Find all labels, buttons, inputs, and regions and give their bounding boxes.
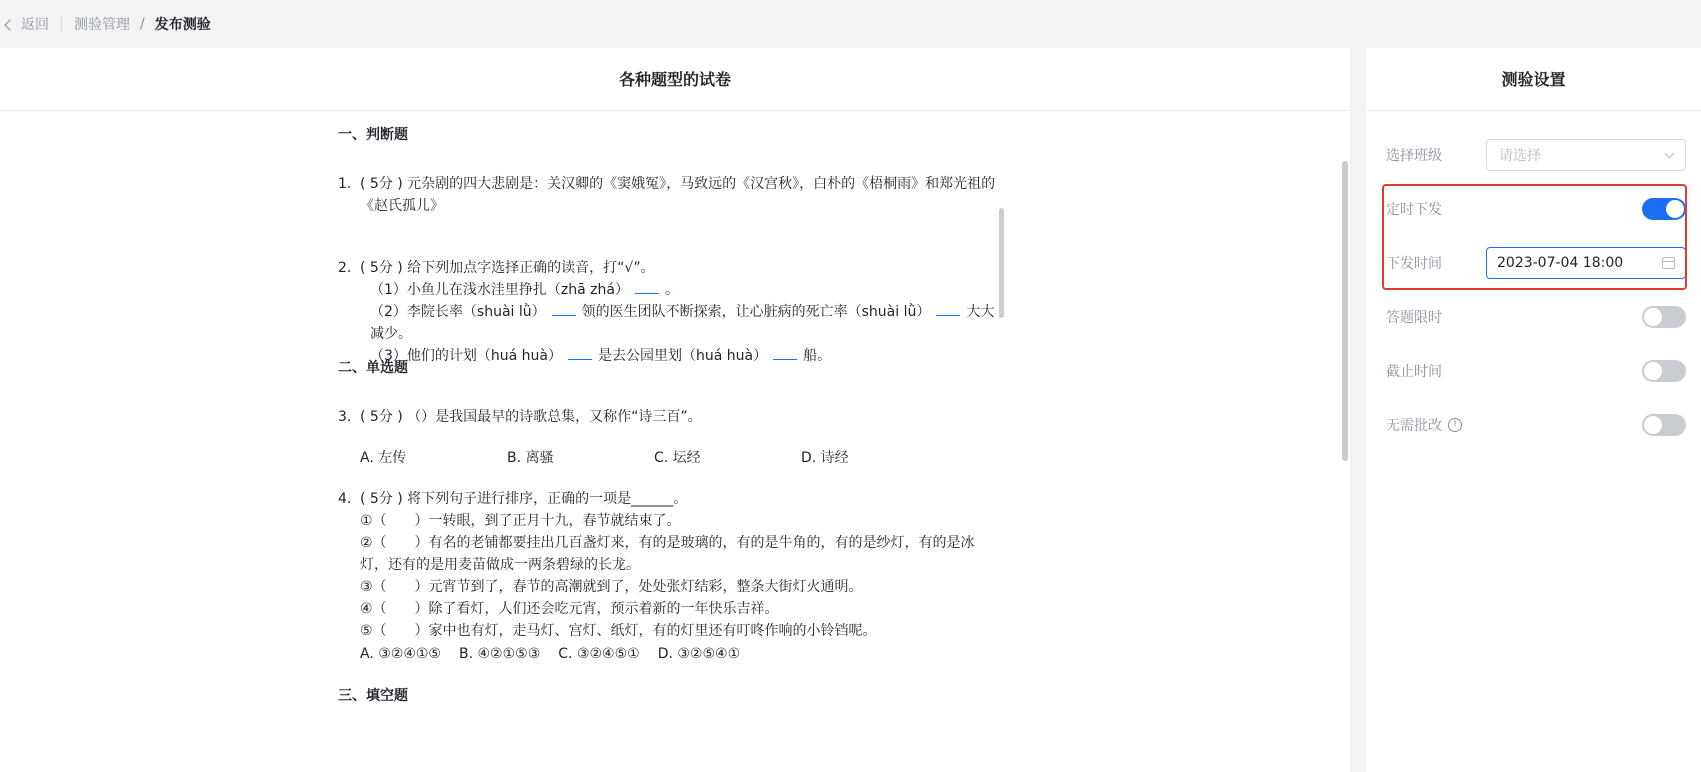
toggle-knob xyxy=(1644,416,1662,434)
chevron-left-icon xyxy=(4,19,15,30)
class-row xyxy=(1386,138,1686,172)
paper-scrollbar[interactable] xyxy=(1342,111,1348,772)
sub-question-text: （3）他们的计划（huá huà） xyxy=(370,348,563,364)
divider xyxy=(61,17,62,31)
answer-blank[interactable] xyxy=(568,346,592,360)
sentence-line: ③（ ）元宵节到了，春节的高潮就到了，处处张灯结彩，整条大街灯火通明。 xyxy=(360,579,863,595)
back-button[interactable] xyxy=(6,14,49,34)
question-1 xyxy=(338,173,998,217)
settings-panel xyxy=(1366,48,1701,772)
question-number: 2. xyxy=(338,260,352,276)
chevron-down-icon xyxy=(1665,148,1675,158)
section-title-single-choice: 二、单选题 xyxy=(338,360,408,376)
question-2 xyxy=(338,257,998,367)
question-number: 3. xyxy=(338,409,352,425)
no-grading-toggle[interactable] xyxy=(1642,414,1686,436)
section-title-judgment: 一、判断题 xyxy=(338,127,408,143)
deadline-row xyxy=(1386,354,1686,388)
breadcrumb-separator: / xyxy=(140,16,145,32)
question-text: ( 5分 ) 将下列句子进行排序，正确的一项是______。 xyxy=(360,491,688,507)
sub-question-text: （1）小鱼儿在浅水洼里挣扎（zhā zhá） xyxy=(370,282,629,298)
time-limit-row xyxy=(1386,300,1686,334)
deadline-label: 截止时间 xyxy=(1386,364,1442,380)
option-d[interactable]: D. ③②⑤④① xyxy=(657,646,741,662)
info-icon[interactable]: ! xyxy=(1448,418,1462,432)
option-b[interactable]: B. 离骚 xyxy=(507,450,554,466)
question-3-options xyxy=(360,447,948,469)
no-grading-label: 无需批改 xyxy=(1386,418,1442,434)
option-d[interactable]: D. 诗经 xyxy=(801,450,849,466)
top-bar xyxy=(0,0,1701,48)
sub-question-3 xyxy=(370,345,998,367)
timed-release-toggle[interactable] xyxy=(1642,198,1686,220)
question-number: 4. xyxy=(338,491,352,507)
question-3 xyxy=(338,406,998,428)
back-label: 返回 xyxy=(21,17,49,33)
option-c[interactable]: C. ③②④⑤① xyxy=(558,646,640,662)
paper-scrollbar-thumb[interactable] xyxy=(1342,161,1348,461)
sub-question-1 xyxy=(370,279,998,301)
answer-blank[interactable] xyxy=(936,302,960,316)
send-time-picker[interactable] xyxy=(1486,247,1686,279)
class-label: 选择班级 xyxy=(1386,148,1442,164)
option-b[interactable]: B. ④②①⑤③ xyxy=(459,646,541,662)
toggle-knob xyxy=(1644,362,1662,380)
sub-question-2 xyxy=(370,301,998,345)
question-number: 1. xyxy=(338,176,352,192)
send-time-label: 下发时间 xyxy=(1386,256,1442,272)
timed-release-label: 定时下发 xyxy=(1386,202,1442,218)
question-text: ( 5分 ) 给下列加点字选择正确的读音，打“√”。 xyxy=(360,260,655,276)
breadcrumb-current: 发布测验 xyxy=(154,17,211,33)
settings-title: 测验设置 xyxy=(1366,48,1701,111)
paper-title: 各种题型的试卷 xyxy=(0,48,1350,111)
time-limit-label: 答题限时 xyxy=(1386,310,1442,326)
toggle-knob xyxy=(1666,200,1684,218)
option-c[interactable]: C. 坛经 xyxy=(654,450,701,466)
class-select[interactable] xyxy=(1486,139,1686,171)
breadcrumb-quiz-management[interactable]: 测验管理 xyxy=(74,17,130,33)
question-4-options xyxy=(360,643,740,665)
sub-question-text: 领的医生团队不断探索，让心脏病的死亡率（shuài lǜ） xyxy=(581,304,931,320)
option-a[interactable]: A. ③②④①⑤ xyxy=(360,646,441,662)
sub-question-text: 是去公园里划（huá huà） xyxy=(598,348,768,364)
answer-blank[interactable] xyxy=(773,346,797,360)
time-limit-toggle[interactable] xyxy=(1642,306,1686,328)
calendar-icon xyxy=(1662,257,1675,269)
no-grading-label-wrap xyxy=(1386,415,1462,435)
class-select-placeholder: 请选择 xyxy=(1499,148,1541,164)
option-a[interactable]: A. 左传 xyxy=(360,450,407,466)
sub-question-text: 。 xyxy=(664,282,679,298)
question-4 xyxy=(338,488,998,642)
question-text: ( 5分 ) 元杂剧的四大悲剧是：关汉卿的《窦娥冤》，马致远的《汉宫秋》，白朴的《梧桐雨》和郑光祖的《赵氏孤儿》 xyxy=(360,176,996,214)
answer-blank[interactable] xyxy=(635,280,659,294)
question-scrollbar[interactable] xyxy=(999,208,1004,318)
section-title-fill-blank: 三、填空题 xyxy=(338,688,408,704)
toggle-knob xyxy=(1644,308,1662,326)
timed-release-row xyxy=(1386,192,1686,226)
paper-panel xyxy=(0,48,1350,772)
no-grading-row xyxy=(1386,408,1686,442)
send-time-value: 2023-07-04 18:00 xyxy=(1497,255,1624,271)
sub-question-text: 大大减少。 xyxy=(370,304,995,342)
deadline-toggle[interactable] xyxy=(1642,360,1686,382)
send-time-row xyxy=(1386,246,1686,280)
sentence-line: ⑤（ ）家中也有灯，走马灯、宫灯、纸灯，有的灯里还有叮咚作响的小铃铛呢。 xyxy=(360,623,877,639)
answer-blank[interactable] xyxy=(552,302,576,316)
sentence-line: ④（ ）除了看灯，人们还会吃元宵，预示着新的一年快乐吉祥。 xyxy=(360,601,779,617)
sub-question-text: （2）李院长率（shuài lǜ） xyxy=(370,304,546,320)
sentence-line: ②（ ）有名的老铺都要挂出几百盏灯来，有的是玻璃的，有的是牛角的，有的是纱灯，有的是冰灯，还有的是用麦苗做成一两条碧绿的长龙。 xyxy=(360,535,975,573)
sentence-line: ①（ ）一转眼，到了正月十九，春节就结束了。 xyxy=(360,513,681,529)
question-text: ( 5分 ) （）是我国最早的诗歌总集，又称作“诗三百”。 xyxy=(360,409,702,425)
sub-question-text: 船。 xyxy=(803,348,832,364)
